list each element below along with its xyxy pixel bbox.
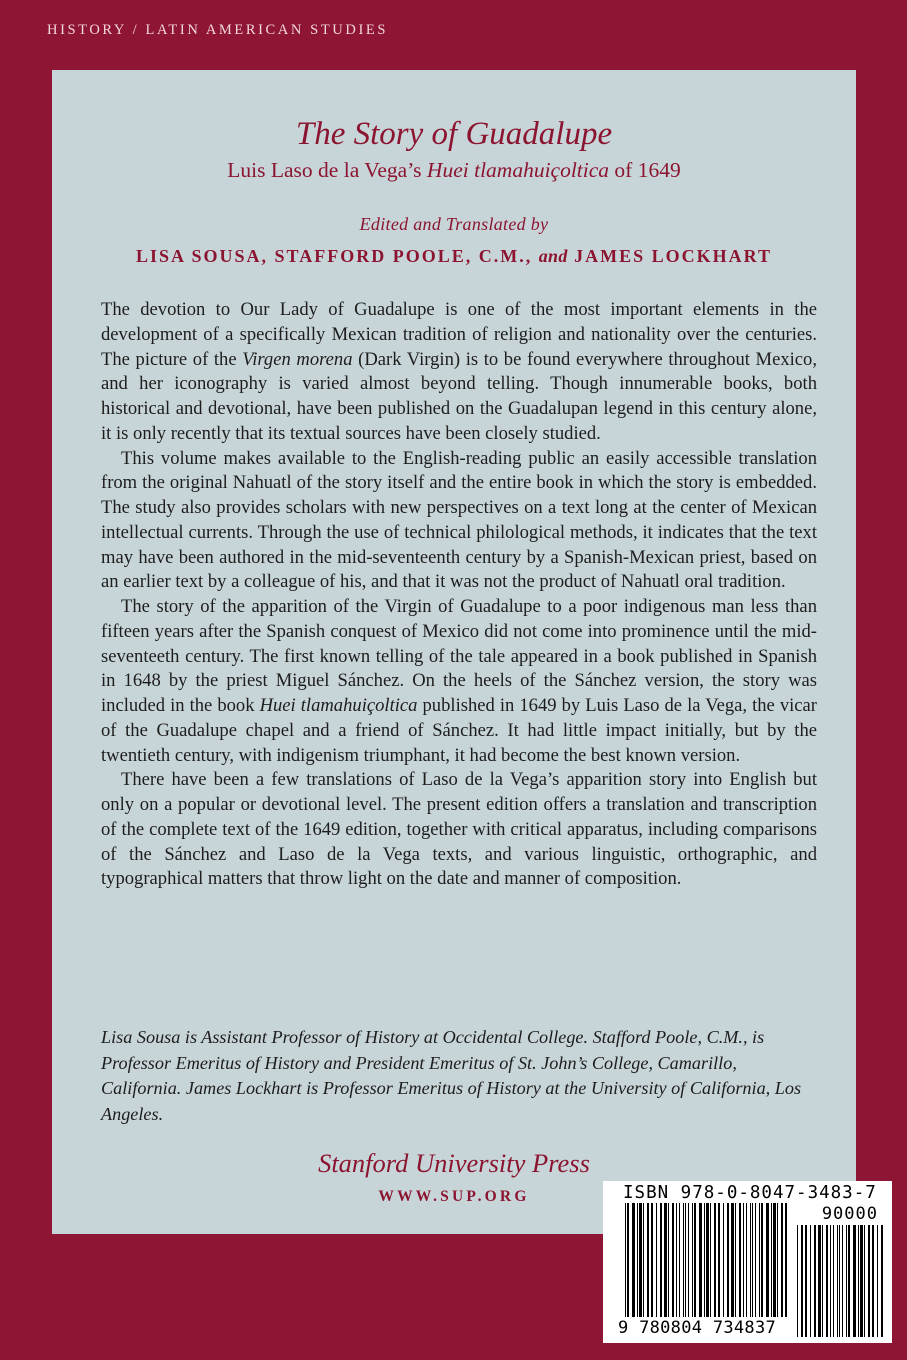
barcode-bar bbox=[839, 1225, 840, 1337]
author-bios: Lisa Sousa is Assistant Professor of History at Occidental College. Stafford Poole, C.M., is Professor Emeritus of History and President Emeritus of St. John’s College, Camarillo, California. James Lockhart is Professor Emeritus of History at the University of California, Los Angeles. bbox=[101, 1027, 802, 1124]
paragraph-1 bbox=[101, 298, 817, 447]
barcode-bar bbox=[651, 1203, 653, 1317]
barcode-bar bbox=[639, 1203, 642, 1317]
barcode-bar bbox=[704, 1203, 705, 1317]
paragraph-3-italic: Huei tlamahuiçoltica bbox=[259, 695, 418, 716]
barcode-bar bbox=[777, 1203, 778, 1317]
barcode-bar bbox=[692, 1203, 693, 1317]
barcode-bar bbox=[656, 1203, 657, 1317]
barcode-bar bbox=[710, 1203, 711, 1317]
barcode-bar bbox=[743, 1203, 744, 1317]
isbn-label: ISBN 978-0-8047-3483-7 bbox=[623, 1183, 877, 1203]
publisher-name: Stanford University Press bbox=[318, 1148, 590, 1178]
authors-part1: LISA SOUSA, STAFFORD POOLE, C.M., bbox=[135, 246, 539, 266]
barcode-bar bbox=[801, 1225, 803, 1337]
barcode-bar bbox=[679, 1203, 680, 1317]
barcode-bar bbox=[833, 1225, 834, 1337]
barcode-bar bbox=[864, 1225, 865, 1337]
barcode-bar bbox=[842, 1225, 843, 1337]
barcode-bar bbox=[627, 1203, 629, 1317]
authors-part2: JAMES LOCKHART bbox=[567, 246, 773, 266]
barcode-bar bbox=[683, 1203, 684, 1317]
barcode-bar bbox=[868, 1225, 870, 1337]
paragraph-1-text-a: The devotion to Our Lady of Guadalupe is one of the most important elements in the development of a specifically Mexican tradition of religion and nationality over the centuries. The picture of the bbox=[101, 299, 817, 370]
barcode-bar bbox=[826, 1225, 828, 1337]
book-title: The Story of Guadalupe bbox=[295, 116, 613, 152]
barcode-bar bbox=[647, 1203, 649, 1317]
barcode-bar bbox=[881, 1225, 883, 1337]
barcode-bar bbox=[694, 1203, 696, 1317]
barcode-bar bbox=[688, 1203, 689, 1317]
addon-bars bbox=[797, 1225, 883, 1337]
isbn-barcode bbox=[603, 1181, 892, 1343]
paragraph-1-text-b: (Dark Virgin) is to be found everywhere throughout Mexico, and her iconography is varied almost beyond telling. Though innumerable books, both historical and devotional, have been published on the Guadalupan legend in this century alone, it is only recently that its textual sources have been closely studied. bbox=[101, 348, 817, 444]
barcode-bar bbox=[676, 1203, 677, 1317]
ean-bars bbox=[625, 1203, 787, 1317]
barcode-bar bbox=[660, 1203, 662, 1317]
barcode-bar bbox=[830, 1225, 831, 1337]
barcode-bar bbox=[846, 1225, 847, 1337]
category-label: HISTORY / LATIN AMERICAN STUDIES bbox=[47, 22, 388, 38]
barcode-bar bbox=[685, 1203, 686, 1317]
barcode-bar bbox=[718, 1203, 720, 1317]
subtitle-prefix: Luis Laso de la Vega’s bbox=[227, 158, 427, 182]
barcode-bar bbox=[723, 1203, 724, 1317]
back-cover-panel bbox=[52, 70, 856, 1234]
barcode-bar bbox=[805, 1225, 807, 1337]
barcode-bar bbox=[750, 1203, 751, 1317]
paragraph-1-italic: Virgen morena bbox=[242, 348, 353, 370]
authors-and: and bbox=[538, 246, 568, 266]
price-addon-code: 90000 bbox=[821, 1204, 878, 1224]
barcode-bar bbox=[785, 1203, 787, 1317]
barcode-bar bbox=[759, 1203, 760, 1317]
subtitle-italic: Huei tlamahuiçoltica bbox=[426, 158, 610, 182]
barcode-bar bbox=[858, 1225, 859, 1337]
barcode-bar bbox=[735, 1203, 736, 1317]
barcode-bar bbox=[625, 1203, 626, 1317]
barcode-bar bbox=[771, 1203, 772, 1317]
description-body bbox=[101, 298, 817, 892]
paragraph-2: This volume makes available to the English-reading public an easily accessible translation from the original Nahuatl of the story itself and the entire book in which the story is embedded. The study also provides scholars with new perspectives on a text long at the center of Mexican intellectual currents. Through the use of technical philological methods, it indicates that the text may have been authored in the mid-seventeenth century by a Spanish-Mexican priest, based on an earlier text by a colleague of his, and that it was not the product of Nahuatl oral tradition. bbox=[101, 447, 817, 593]
barcode-bar bbox=[773, 1203, 776, 1317]
barcode-bar bbox=[810, 1225, 811, 1337]
barcode-bar bbox=[822, 1225, 823, 1337]
edited-by-line: Edited and Translated by bbox=[359, 214, 549, 234]
barcode-bar bbox=[699, 1203, 702, 1317]
barcode-bar bbox=[860, 1225, 863, 1337]
barcode-bar bbox=[818, 1225, 821, 1337]
barcode-bar bbox=[755, 1203, 756, 1317]
book-subtitle bbox=[52, 158, 856, 183]
ean-digits: 9 780804 734837 bbox=[618, 1318, 777, 1338]
barcode-bar bbox=[837, 1225, 838, 1337]
barcode-bar bbox=[637, 1203, 638, 1317]
barcode-bar bbox=[877, 1225, 878, 1337]
barcode-bar bbox=[632, 1203, 635, 1317]
barcode-bar bbox=[664, 1203, 667, 1317]
barcode-bar bbox=[731, 1203, 734, 1317]
barcode-bar bbox=[739, 1203, 741, 1317]
publisher-website: WWW.SUP.ORG bbox=[378, 1188, 530, 1205]
authors-line bbox=[52, 246, 856, 267]
barcode-bar bbox=[766, 1203, 769, 1317]
paragraph-3-text-a: The story of the apparition of the Virgin of Guadalupe to a poor indigenous man less than fifteen years after the Spanish conquest of Mexico did not come into prominence until the mid-seventeeth century. The first known telling of the tale appeared in a book published in Spanish in 1648 by the priest Miguel Sánchez. On the heels of the Sánchez version, the story was included in the book bbox=[101, 596, 817, 716]
barcode-bar bbox=[848, 1225, 850, 1337]
paragraph-3-text-b: published in 1649 by Luis Laso de la Vega, the vicar of the Guadalupe chapel and a friend of Sánchez. It had little impact initially, but by the twentieth century, with indigenism triumphant, it had become the best known version. bbox=[101, 695, 817, 766]
paragraph-3 bbox=[101, 595, 817, 768]
subtitle-suffix: of 1649 bbox=[609, 158, 681, 182]
barcode-bar bbox=[746, 1203, 747, 1317]
barcode-bar bbox=[797, 1225, 798, 1337]
barcode-bar bbox=[761, 1203, 763, 1317]
barcode-bar bbox=[714, 1203, 716, 1317]
barcode-bar bbox=[672, 1203, 674, 1317]
barcode-bar bbox=[814, 1225, 816, 1337]
barcode-bar bbox=[752, 1203, 753, 1317]
barcode-bar bbox=[643, 1203, 644, 1317]
barcode-bar bbox=[727, 1203, 729, 1317]
barcode-bar bbox=[872, 1225, 874, 1337]
barcode-bar bbox=[706, 1203, 709, 1317]
barcode-bar bbox=[853, 1225, 856, 1337]
barcode-bar bbox=[781, 1203, 783, 1317]
paragraph-4: There have been a few translations of Laso de la Vega’s apparition story into English but only on a popular or devotional level. The present edition offers a translation and transcription of the complete text of the 1649 edition, together with critical apparatus, including comparisons of the Sánchez and Laso de la Vega texts, and various linguistic, orthographic, and typographical matters that throw light on the date and manner of composition. bbox=[101, 769, 817, 890]
barcode-bar bbox=[668, 1203, 669, 1317]
